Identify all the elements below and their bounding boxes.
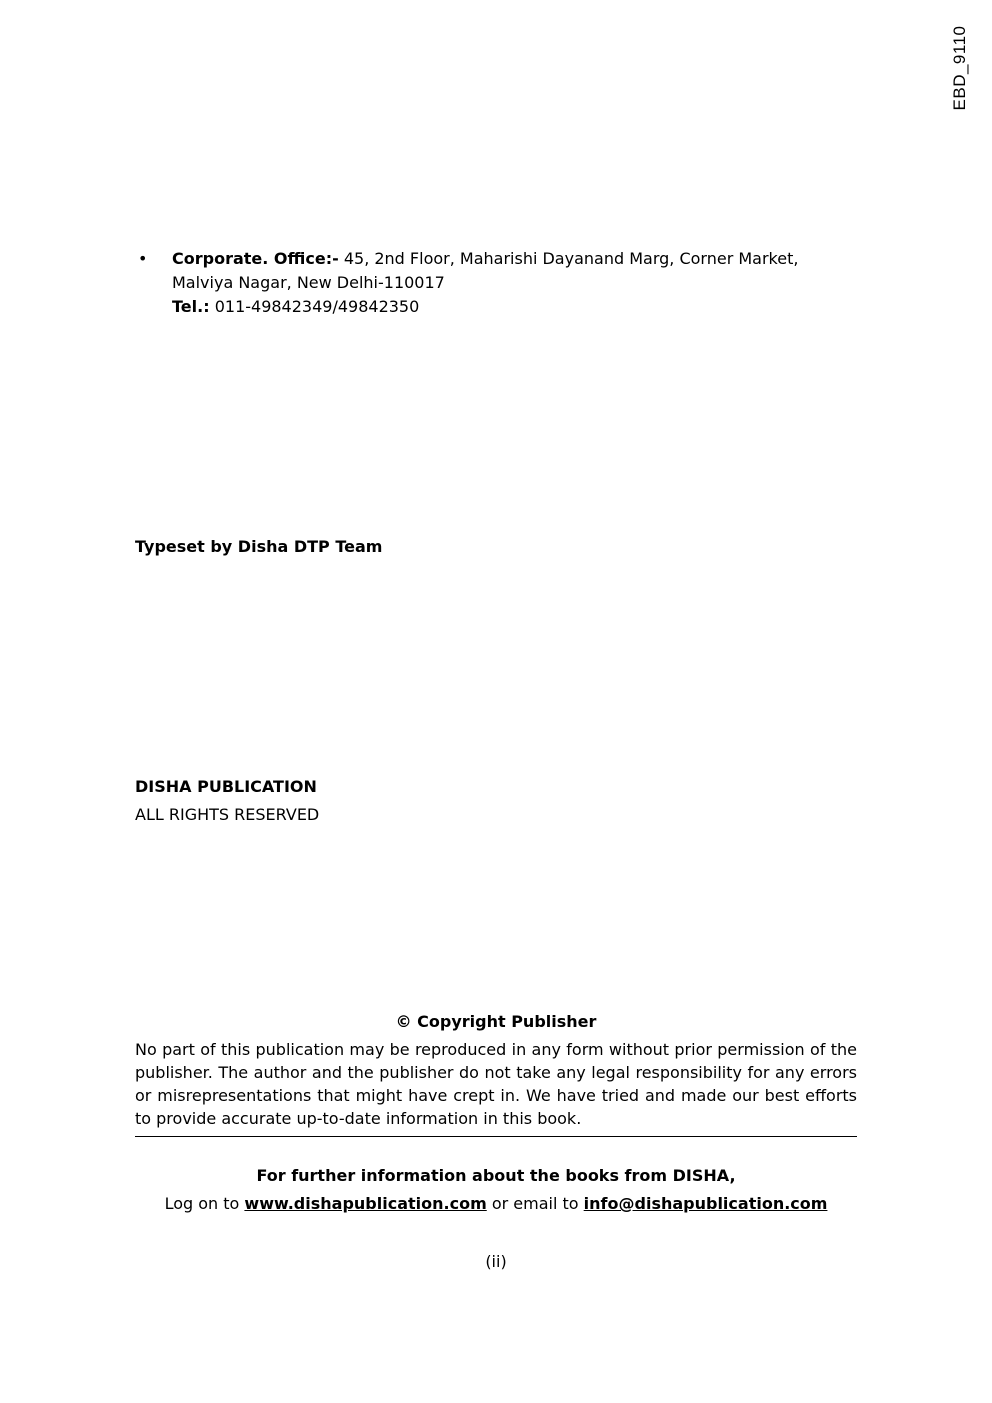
email-link[interactable]: info@dishapublication.com [583, 1194, 828, 1213]
logon-prefix: Log on to [164, 1194, 240, 1213]
tel-label: Tel.: [172, 297, 210, 316]
website-link[interactable]: www.dishapublication.com [244, 1194, 487, 1213]
copyright-disclaimer: No part of this publication may be reproduced in any form without prior permission of the publisher. The author and the publisher do not take any legal responsibility for any errors or misrepresentations that might have crept in. We have tried and made our best efforts to provide accurate up-to-date information in this book. [135, 1038, 857, 1137]
copyright-title: © Copyright Publisher [395, 1012, 597, 1031]
page-number: (ii) [485, 1252, 507, 1271]
typeset-text: Typeset by Disha DTP Team [135, 537, 383, 556]
rights-reserved: ALL RIGHTS RESERVED [135, 805, 320, 824]
further-info-text: For further information about the books from DISHA, [256, 1166, 736, 1185]
office-label: Corporate. Office:- [172, 249, 339, 268]
bullet-icon: • [138, 249, 148, 268]
further-info-heading [135, 1164, 857, 1188]
publisher-name: DISHA PUBLICATION [135, 777, 317, 796]
contact-line [135, 1192, 857, 1216]
office-address: 45, 2nd Floor, Maharishi Dayanand Marg, Corner Market, Malviya Nagar, New Delhi-110017 [172, 249, 799, 292]
publisher-block [135, 773, 857, 829]
side-code [940, 18, 980, 118]
typeset-credit [135, 535, 857, 559]
corporate-office-address [172, 247, 862, 319]
email-prefix: or email to [491, 1194, 579, 1213]
side-code-text: EBD_9110 [950, 25, 969, 111]
tel-value: 011-49842349/49842350 [214, 297, 420, 316]
